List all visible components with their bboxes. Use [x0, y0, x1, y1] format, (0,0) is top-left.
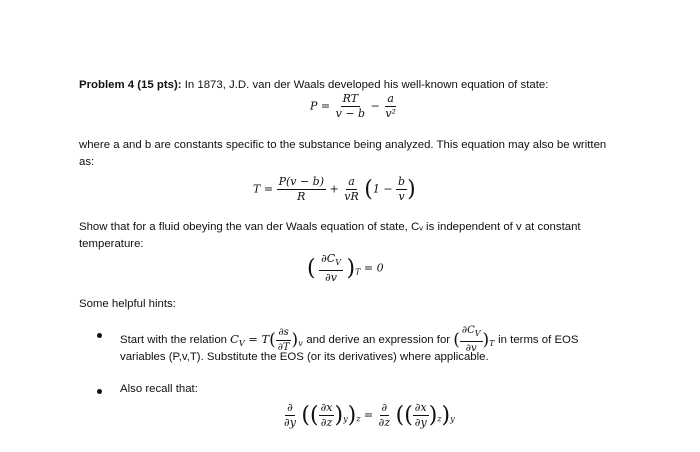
show-line-1: Show that for a fluid obeying the van der Waals equation of state, Cᵥ is independent of v at constant [79, 221, 581, 233]
hint-1-relation: $C_V = T$( $\frac{\partial s}{\partial T}$ )$_v$ [230, 326, 303, 353]
show-line-2: temperature: [79, 238, 144, 250]
hint-1-part-2: and derive an expression for [306, 334, 451, 346]
equation-vdw-temperature: T = $\frac{P(v - b)}{R}$ + $\frac{a}{vR}$ (1 − $\frac{b}{v}$ ) [253, 175, 416, 203]
problem-intro: In 1873, J.D. van der Waals developed his well-known equation of state: [184, 79, 549, 91]
hint-2: Also recall that: [120, 383, 198, 395]
hint-1-derivative: ( $\frac{\partial C_V}{\partial v}$ )$_T$ [453, 325, 495, 354]
hint-1-line-2: variables (P,v,T). Substitute the EOS (or its derivatives) where applicable. [120, 351, 489, 363]
description-line-1: where a and b are constants specific to the substance being analyzed. This equation may also be written [79, 139, 607, 151]
equation-mixed-partials: $\frac{\partial}{\partial y}$ (( $\frac{\partial x}{\partial z}$ )$_y)_z$ = $\frac{\partial}{\partial z}$ (( $\frac{\partial x}{\partial y}$ )$_z)_y$ [284, 401, 455, 429]
bullet-icon [97, 389, 102, 394]
problem-heading: Problem 4 (15 pts): [79, 79, 182, 91]
hint-1-part-3: in terms of EOS [498, 334, 579, 346]
hint-1-part-1: Start with the relation [120, 334, 227, 346]
problem-intro-line [79, 77, 548, 93]
description-line-2: as: [79, 156, 95, 168]
bullet-icon [97, 333, 102, 338]
equation-vdw-pressure: P = $\frac{RT}{v - b}$ − $\frac{a}{\text{v²}}$ [310, 92, 396, 120]
hints-title: Some helpful hints: [79, 298, 176, 310]
equation-cv-independence: ( $\frac{\partial C_V}{\partial v}$ )$_T = 0$ [307, 252, 384, 284]
